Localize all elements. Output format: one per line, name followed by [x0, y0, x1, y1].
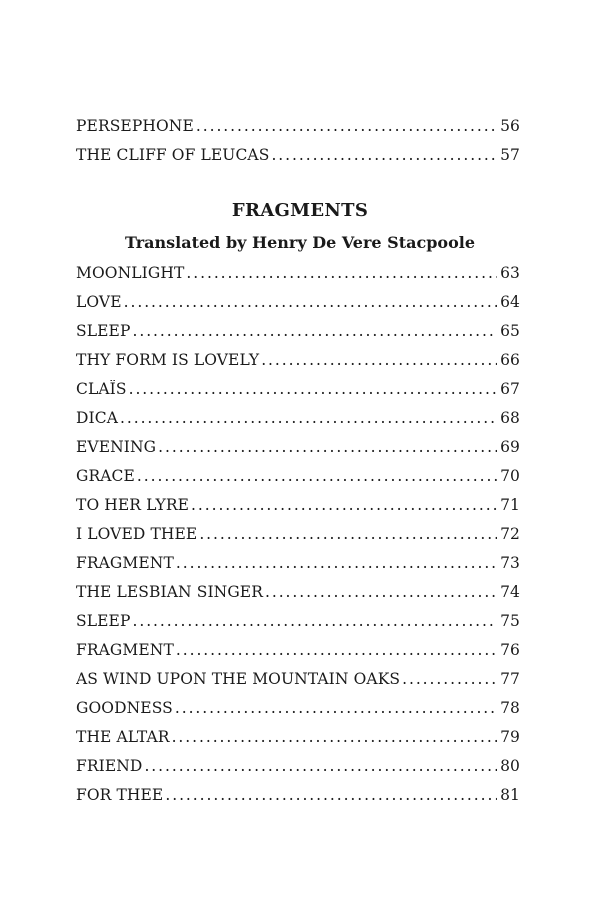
toc-entry-page-number: 72 [500, 525, 520, 543]
toc-entry-title: FRAGMENT [76, 641, 174, 659]
toc-entry-title: GOODNESS [76, 699, 173, 717]
toc-entry-page-number: 71 [500, 496, 520, 514]
toc-entry-title: THY FORM IS LOVELY [76, 351, 260, 369]
toc-entry[interactable] [76, 351, 520, 380]
toc-entry-page-number: 73 [500, 554, 520, 572]
toc-entry[interactable] [76, 293, 520, 322]
toc-entry-page-number: 78 [500, 699, 520, 717]
toc-entry-page-number: 67 [500, 380, 520, 398]
toc-dot-leader [176, 554, 497, 572]
toc-entry-page-number: 69 [500, 438, 520, 456]
toc-entry[interactable] [76, 496, 520, 525]
toc-entry[interactable] [76, 554, 520, 583]
toc-dot-leader [186, 264, 497, 282]
toc-entry-page-number: 81 [500, 786, 520, 804]
toc-dot-leader [124, 293, 497, 311]
toc-entry[interactable] [76, 438, 520, 467]
toc-entry[interactable] [76, 117, 520, 146]
toc-entry[interactable] [76, 641, 520, 670]
toc-entry-title: MOONLIGHT [76, 264, 185, 282]
toc-entry-title: CLAÏS [76, 380, 127, 398]
toc-dot-leader [176, 641, 497, 659]
toc-entry-title: THE ALTAR [76, 728, 170, 746]
toc-entry-title: AS WIND UPON THE MOUNTAIN OAKS [76, 670, 401, 688]
toc-entry-title: LOVE [76, 293, 122, 311]
section-subheading: Translated by Henry De Vere Stacpoole [124, 233, 475, 252]
toc-dot-leader [191, 496, 497, 514]
toc-entry-page-number: 80 [500, 757, 520, 775]
toc-entry-page-number: 77 [500, 670, 520, 688]
toc-entry-title: DICA [76, 409, 119, 427]
toc-dot-leader [132, 322, 497, 340]
toc-entry[interactable] [76, 786, 520, 815]
toc-dot-leader [144, 757, 497, 775]
toc-entry[interactable] [76, 322, 520, 351]
toc-entry-title: FRAGMENT [76, 554, 174, 572]
toc-dot-leader [120, 409, 497, 427]
toc-dot-leader [165, 786, 497, 804]
toc-entry[interactable] [76, 699, 520, 728]
toc-entry-title: EVENING [76, 438, 157, 456]
toc-entry-title: FRIEND [76, 757, 143, 775]
toc-entry-title: PERSEPHONE [76, 117, 194, 135]
toc-entry-page-number: 68 [500, 409, 520, 427]
toc-entry[interactable] [76, 467, 520, 496]
toc-entry-page-number: 64 [500, 293, 520, 311]
toc-dot-leader [402, 670, 497, 688]
toc-entry-page-number: 56 [500, 117, 520, 135]
toc-entry-title: I LOVED THEE [76, 525, 198, 543]
toc-entry-page-number: 66 [500, 351, 520, 369]
toc-dot-leader [175, 699, 497, 717]
toc-entry[interactable] [76, 728, 520, 757]
toc-entry-title: THE CLIFF OF LEUCAS [76, 146, 270, 164]
toc-entry[interactable] [76, 146, 520, 175]
toc-dot-leader [261, 351, 497, 369]
toc-entry[interactable] [76, 409, 520, 438]
section-heading: FRAGMENTS [231, 200, 369, 221]
toc-entry[interactable] [76, 583, 520, 612]
toc-entry-page-number: 65 [500, 322, 520, 340]
toc-dot-leader [199, 525, 497, 543]
toc-dot-leader [271, 146, 497, 164]
toc-list-preceding [76, 117, 520, 175]
toc-list-fragments [76, 264, 520, 815]
toc-entry-page-number: 70 [500, 467, 520, 485]
toc-entry-page-number: 57 [500, 146, 520, 164]
toc-entry-title: SLEEP [76, 612, 131, 630]
toc-entry-page-number: 79 [500, 728, 520, 746]
toc-entry[interactable] [76, 264, 520, 293]
toc-dot-leader [137, 467, 497, 485]
toc-entry[interactable] [76, 612, 520, 641]
toc-entry-page-number: 63 [500, 264, 520, 282]
toc-dot-leader [132, 612, 497, 630]
toc-dot-leader [129, 380, 497, 398]
toc-dot-leader [265, 583, 497, 601]
toc-entry-title: GRACE [76, 467, 135, 485]
toc-entry-title: SLEEP [76, 322, 131, 340]
toc-entry-title: TO HER LYRE [76, 496, 190, 514]
toc-entry-page-number: 76 [500, 641, 520, 659]
toc-entry[interactable] [76, 757, 520, 786]
toc-dot-leader [158, 438, 497, 456]
toc-entry[interactable] [76, 670, 520, 699]
toc-entry-title: FOR THEE [76, 786, 164, 804]
toc-entry-page-number: 74 [500, 583, 520, 601]
toc-entry[interactable] [76, 380, 520, 409]
toc-dot-leader [196, 117, 497, 135]
toc-entry-title: THE LESBIAN SINGER [76, 583, 263, 601]
toc-dot-leader [172, 728, 497, 746]
toc-entry-page-number: 75 [500, 612, 520, 630]
toc-entry[interactable] [76, 525, 520, 554]
